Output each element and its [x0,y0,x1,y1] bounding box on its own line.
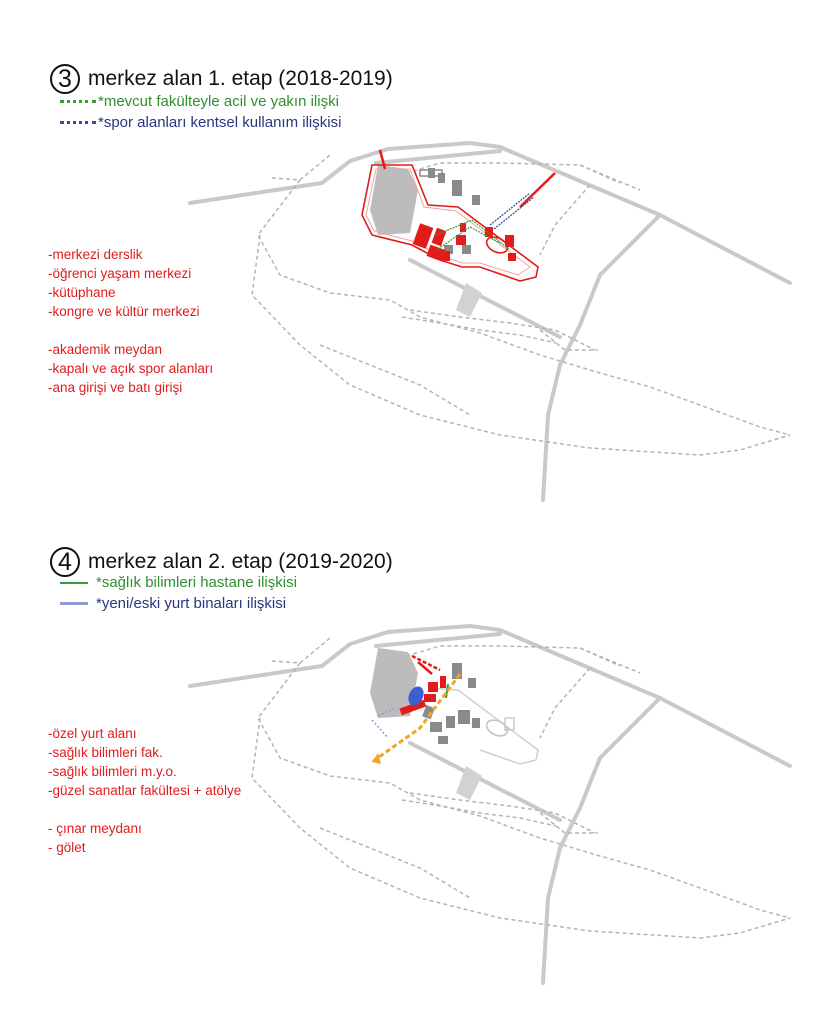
green-solid-line-icon [60,582,88,584]
list-item: - çınar meydanı [48,821,142,836]
list-item: -kongre ve kültür merkezi [48,304,200,319]
blue-dotted-line-icon [60,121,96,124]
secondary-paths [252,638,790,938]
green-dotted-line-icon [60,100,96,103]
phase-3-legend-label: *spor alanları kentsel kullanım ilişkisi [98,114,342,131]
phase-3-legend-item [60,114,341,131]
list-item: -akademik meydan [48,342,163,357]
phase-3-legend-item [60,93,339,110]
phase-4-panel [0,538,831,1018]
list-item: -öğrenci yaşam merkezi [48,266,192,281]
phase-4-number-badge: 4 [50,547,80,577]
site-buildings [370,648,538,800]
list-item: -özel yurt alanı [48,726,137,741]
phase-3-legend-label: *mevcut fakülteyle acil ve yakın ilişki [98,93,339,110]
phase-4-legend-label: *sağlık bilimleri hastane ilişkisi [96,574,297,591]
phase-3-program-list [48,245,213,397]
list-item: -sağlık bilimleri fak. [48,745,163,760]
phase-4-legend-item [60,574,297,591]
list-item: -merkezi derslik [48,247,143,262]
list-item: -kapalı ve açık spor alanları [48,361,214,376]
list-item: -ana girişi ve batı girişi [48,380,183,395]
phase-3-panel [0,55,831,535]
phase-3-number-badge: 3 [50,64,80,94]
list-item: - gölet [48,840,86,855]
phase-4-title: merkez alan 2. etap (2019-2020) [88,550,393,573]
main-roads [190,143,790,500]
phase-3-heading [50,61,393,97]
list-item: -sağlık bilimleri m.y.o. [48,764,177,779]
list-item: -kütüphane [48,285,116,300]
list-item: -güzel sanatlar fakültesi + atölye [48,783,242,798]
phase-4-legend-label: *yeni/eski yurt binaları ilişkisi [96,595,287,612]
phase-3-title: merkez alan 1. etap (2018-2019) [88,67,393,90]
phase-4-legend-item [60,595,286,612]
blue-solid-line-icon [60,602,88,605]
phase-4-program-list [48,724,241,857]
main-roads [190,626,790,983]
phase-3-relation-lines [436,193,534,250]
